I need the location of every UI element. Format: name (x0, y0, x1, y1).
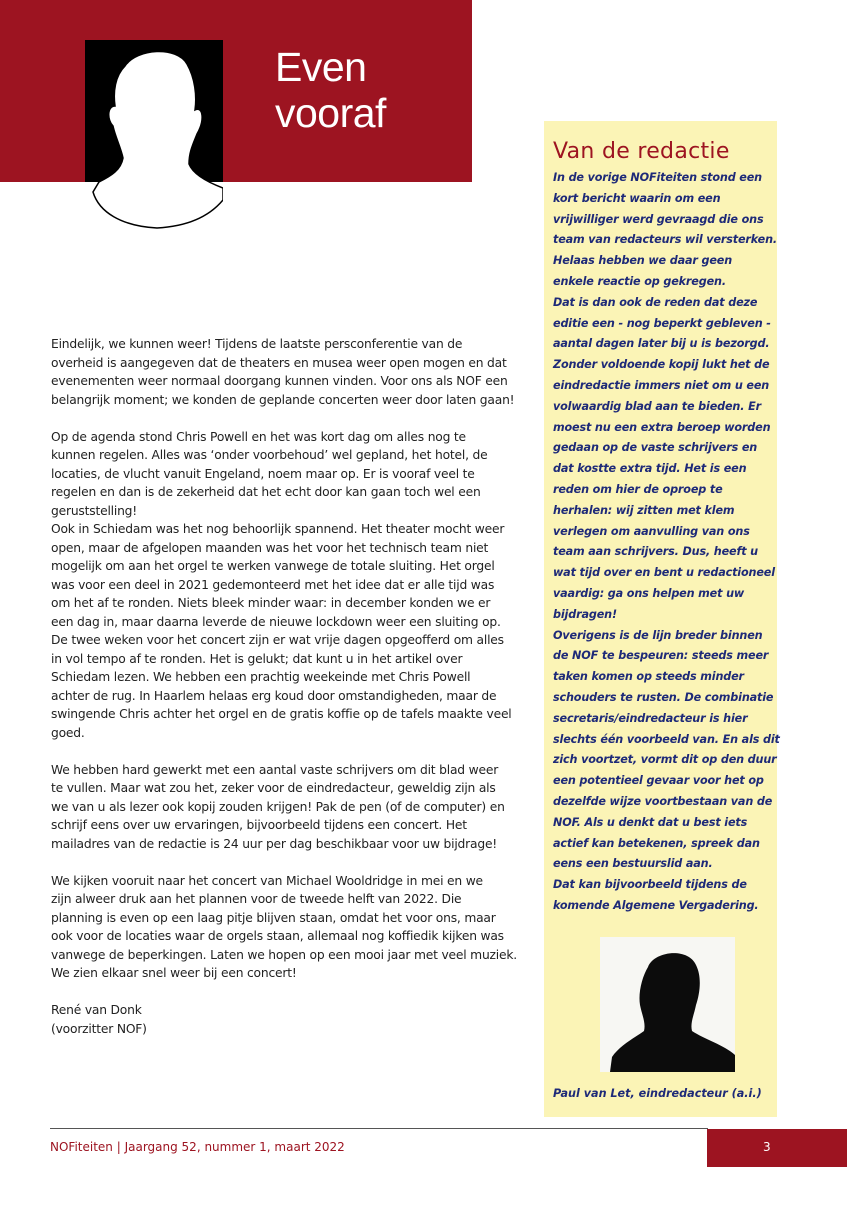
sidebar-line: editie een - nog beperkt gebleven - (553, 316, 771, 330)
signature-name: René van Donk (51, 1003, 142, 1017)
sidebar-line: komende Algemene Vergadering. (553, 898, 759, 912)
page-title (275, 44, 386, 136)
sidebar-line: actief kan betekenen, spreek dan (553, 836, 760, 850)
body-line: een dag in, maar daarna leverde de nieuwe lockdown weer een sluiting op. (51, 614, 501, 629)
body-line: kunnen regelen. Alles was ‘onder voorbehoud’ wel gepland, het hotel, de (51, 448, 488, 462)
page-number: 3 (763, 1140, 771, 1154)
paragraph-gap (51, 983, 533, 1002)
body-line: swingende Chris achter het orgel en de gratis koffie op de tafels maakte veel (51, 707, 512, 721)
body-line: We kijken vooruit naar het concert van Michael Wooldridge in mei en we (51, 873, 483, 888)
body-line: vanwege de beperkingen. Laten we hopen op een mooi jaar met veel muziek. (51, 947, 518, 962)
body-line: locaties, de vlucht vanuit Engeland, noem maar op. Er is vooraf veel te (51, 466, 475, 481)
sidebar-line: kort bericht waarin om een (553, 191, 721, 205)
body-line: mogelijk om aan het orgel te werken vanwege de totale sluiting. Het orgel (51, 559, 495, 573)
body-line: belangrijk moment; we konden de geplande concerten weer door laten gaan! (51, 392, 515, 407)
sidebar-line: Overigens is de lijn breder binnen (553, 628, 763, 642)
signature-role: (voorzitter NOF) (51, 1021, 147, 1036)
body-line: De twee weken voor het concert zijn er wat vrije dagen opgeofferd om alles (51, 633, 504, 647)
body-line: Op de agenda stond Chris Powell en het was kort dag om alles nog te (51, 429, 466, 444)
paragraph-gap (51, 409, 533, 428)
sidebar-line: NOF. Als u denkt dat u best iets (553, 815, 748, 829)
body-line: ook voor de locaties waar de orgels staan, allemaal nog koffiedik kijken was (51, 929, 504, 943)
article-body (51, 335, 533, 1038)
page-title-line-1: Even (275, 44, 367, 90)
body-line: achter de rug. In Haarlem helaas erg koud door omstandigheden, maar de (51, 688, 497, 703)
page-title-line-2: vooraf (275, 90, 386, 136)
body-line: schrijf eens over uw ervaringen, bijvoorbeeld tijdens een concert. Het (51, 818, 467, 832)
sidebar-line: Zonder voldoende kopij lukt het de (553, 358, 770, 372)
sidebar-line: Helaas hebben we daar geen (553, 254, 733, 268)
sidebar-line: vaardig: ga ons helpen met uw (553, 586, 745, 600)
sidebar-line: dat kostte extra tijd. Het is een (553, 462, 747, 476)
header-portrait-silhouette-icon (85, 40, 223, 230)
sidebar-line: team van redacteurs wil versterken. (553, 233, 778, 247)
sidebar-line: secretaris/eindredacteur is hier (553, 711, 748, 725)
header-banner (0, 0, 472, 182)
body-line: Schiedam lezen. We hebben een prachtig weekeinde met Chris Powell (51, 670, 471, 684)
sidebar-line: taken komen op steeds minder (553, 670, 744, 684)
sidebar-line: schouders te rusten. De combinatie (553, 690, 774, 704)
sidebar-line: reden om hier de oproep te (553, 482, 723, 496)
sidebar-line: aantal dagen later bij u is bezorgd. (553, 337, 770, 351)
body-line: in vol tempo af te ronden. Het is gelukt; dat kunt u in het artikel over (51, 651, 463, 666)
sidebar-line: eindredactie immers niet om u een (553, 378, 770, 392)
sidebar-line: de NOF te bespeuren: steeds meer (553, 649, 769, 663)
footer-publication-info: NOFiteiten | Jaargang 52, nummer 1, maart 2022 (50, 1140, 345, 1154)
body-line: te vullen. Maar wat zou het, zeker voor de eindredacteur, geweldig zijn als (51, 781, 496, 795)
paragraph-gap (51, 853, 533, 872)
body-line: geruststelling! (51, 503, 138, 518)
body-line: om het af te ronden. Niets bleek minder waar: in december konden we er (51, 596, 491, 610)
sidebar-line: bijdragen! (553, 607, 617, 621)
sidebar-line: In de vorige NOFiteiten stond een (553, 171, 763, 184)
body-line: was voor een deel in 2021 gedemonteerd met het idee dat er alle tijd was (51, 577, 495, 592)
paragraph-gap (51, 742, 533, 761)
sidebar-line: zich voortzet, vormt dit op den duur (553, 753, 777, 767)
editor-photo-silhouette-icon (600, 937, 735, 1072)
sidebar-line: een potentieel gevaar voor het op (553, 774, 764, 788)
body-line: We hebben hard gewerkt met een aantal vaste schrijvers om dit blad weer (51, 762, 499, 777)
sidebar-line: vrijwilliger werd gevraagd die ons (553, 212, 764, 226)
sidebar-line: verlegen om aanvulling van ons (553, 524, 750, 538)
sidebar-caption: Paul van Let, eindredacteur (a.i.) (553, 1087, 762, 1100)
body-line: open, maar de afgelopen maanden was het voor het technisch team niet (51, 540, 489, 555)
sidebar-title: Van de redactie (553, 139, 730, 164)
sidebar-line: gedaan op de vaste schrijvers en (553, 441, 758, 455)
body-line: goed. (51, 725, 85, 740)
body-line: zijn alweer druk aan het plannen voor de tweede helft van 2022. Die (51, 892, 462, 906)
footer-rule (50, 1128, 708, 1129)
body-line: Eindelijk, we kunnen weer! Tijdens de laatste persconferentie van de (51, 337, 463, 351)
body-line: we van u als lezer ook kopij zouden krijgen! Pak de pen (of de computer) en (51, 799, 505, 814)
sidebar-line: moest nu een extra beroep worden (553, 420, 771, 434)
body-line: regelen en dan is de zekerheid dat het echt door kan gaan toch wel een (51, 485, 481, 499)
sidebar-line: slechts één voorbeeld van. En als dit (553, 732, 780, 746)
body-line: overheid is aangegeven dat de theaters en musea weer open mogen en dat (51, 355, 507, 370)
sidebar-text (553, 168, 780, 917)
sidebar-line: wat tijd over en bent u redactioneel (553, 566, 775, 580)
body-line: We zien elkaar snel weer bij een concert! (51, 966, 297, 980)
sidebar-line: volwaardig blad aan te bieden. Er (553, 399, 761, 413)
sidebar-line: herhalen: wij zitten met klem (553, 503, 735, 517)
page-number-box (707, 1129, 847, 1167)
sidebar-line: team aan schrijvers. Dus, heeft u (553, 545, 758, 559)
sidebar-line: Dat kan bijvoorbeeld tijdens de (553, 878, 747, 892)
sidebar-line: eens een bestuurslid aan. (553, 857, 713, 871)
sidebar-line: enkele reactie op gekregen. (553, 274, 726, 288)
body-line: planning is even op een laag pitje blijven staan, omdat het voor ons, maar (51, 910, 496, 925)
sidebar-line: Dat is dan ook de reden dat deze (553, 295, 758, 309)
sidebar-line: dezelfde wijze voortbestaan van de (553, 794, 773, 808)
body-line: Ook in Schiedam was het nog behoorlijk spannend. Het theater mocht weer (51, 522, 505, 536)
body-line: mailadres van de redactie is 24 uur per dag beschikbaar voor uw bijdrage! (51, 836, 498, 851)
body-line: evenementen weer normaal doorgang kunnen vinden. Voor ons als NOF een (51, 374, 508, 388)
